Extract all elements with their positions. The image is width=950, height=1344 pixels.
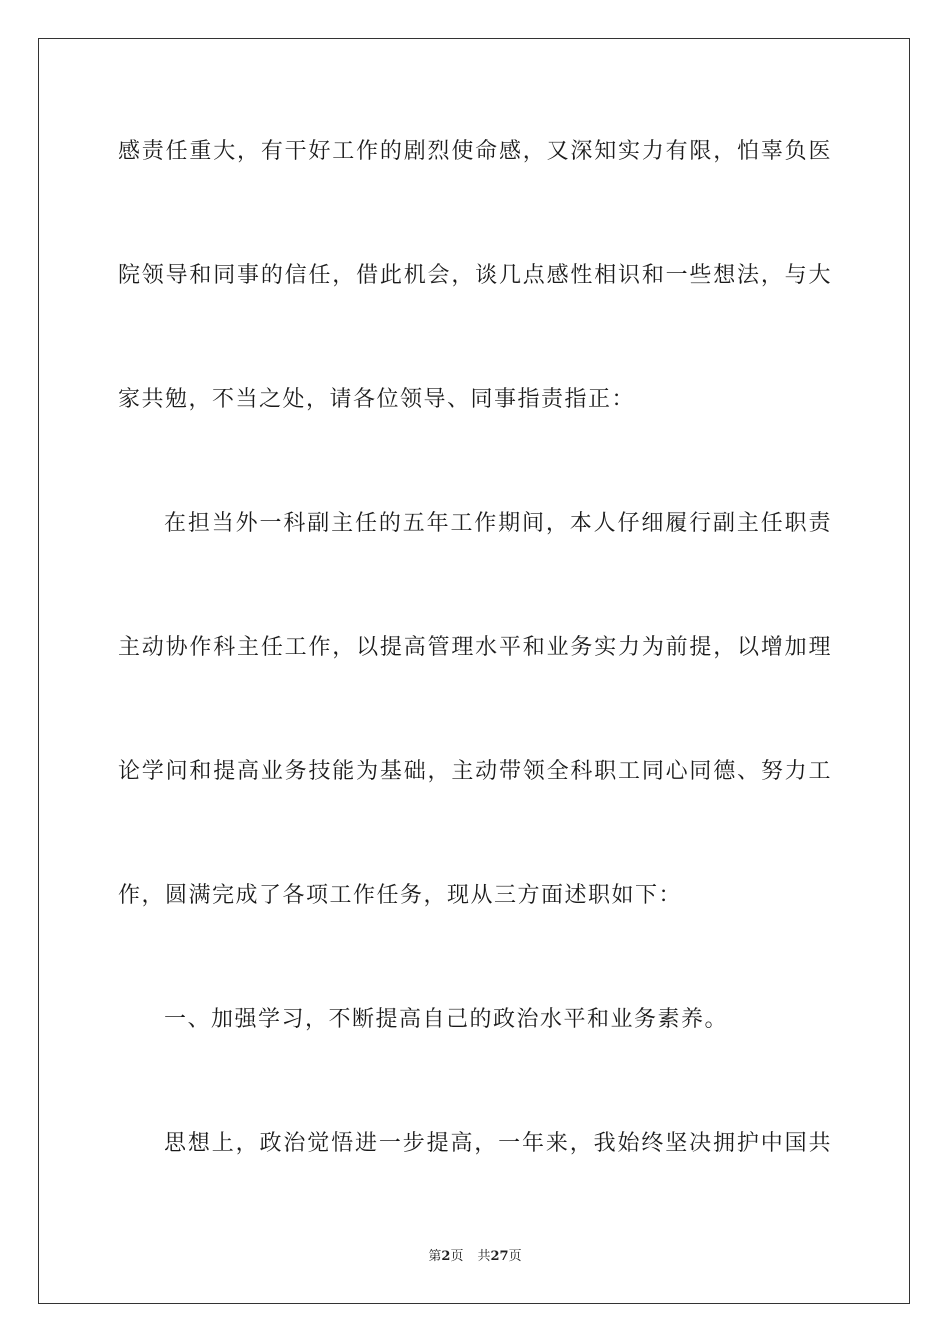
- page-prefix: 第: [428, 1249, 442, 1264]
- body-text-line-2: 院领导和同事的信任，借此机会，谈几点感性相识和一些想法，与大: [118, 263, 832, 288]
- total-prefix: 共: [477, 1249, 491, 1264]
- body-text-line-4: 在担当外一科副主任的五年工作期间，本人仔细履行副主任职责: [164, 511, 832, 536]
- body-text-line-5: 主动协作科主任工作，以提高管理水平和业务实力为前提，以增加理: [118, 635, 832, 660]
- body-text-line-1: 感责任重大，有干好工作的剧烈使命感，又深知实力有限，怕辜负医: [118, 139, 832, 164]
- page-number: 2: [441, 1249, 451, 1264]
- page-suffix: 页: [450, 1249, 464, 1264]
- page-border: [38, 38, 910, 1304]
- body-text-line-9: 思想上，政治觉悟进一步提高，一年来，我始终坚决拥护中国共: [164, 1131, 832, 1156]
- page-footer: [0, 1248, 950, 1266]
- section-heading-line: 一、加强学习，不断提高自己的政治水平和业务素养。: [164, 1007, 729, 1032]
- body-text-line-6: 论学问和提高业务技能为基础，主动带领全科职工同心同德、努力工: [118, 759, 832, 784]
- body-text-line-7: 作，圆满完成了各项工作任务，现从三方面述职如下：: [118, 883, 683, 908]
- total-pages: 27: [490, 1249, 509, 1264]
- body-text-line-3: 家共勉，不当之处，请各位领导、同事指责指正：: [118, 387, 636, 412]
- total-suffix: 页: [508, 1249, 522, 1264]
